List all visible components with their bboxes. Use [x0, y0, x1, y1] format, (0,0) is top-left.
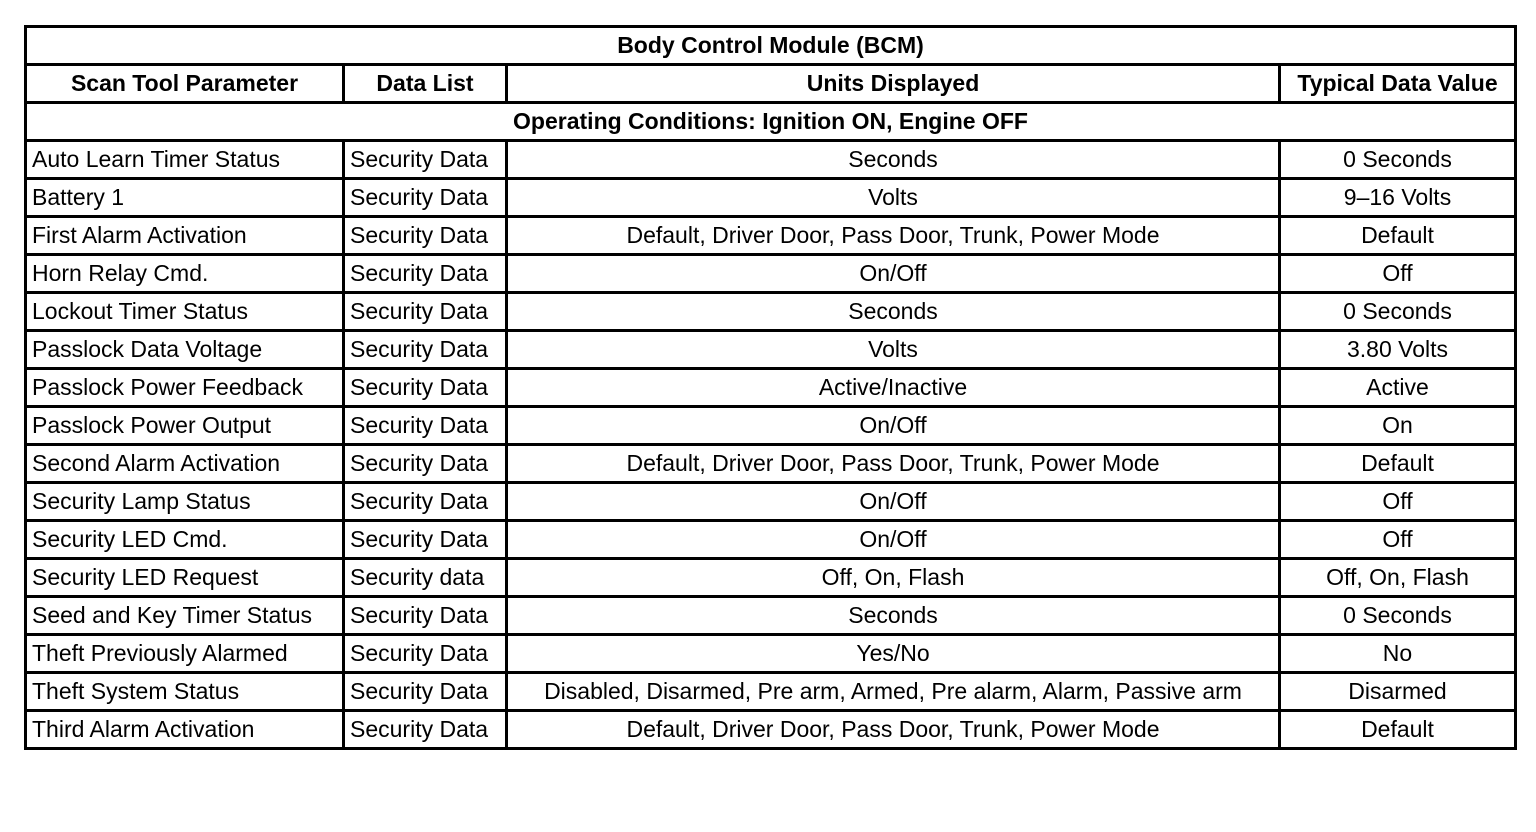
typical-value-cell: Default — [1280, 711, 1516, 749]
table-row — [26, 673, 1516, 711]
typical-value-cell: 0 Seconds — [1280, 597, 1516, 635]
units-cell: Yes/No — [507, 635, 1280, 673]
parameter-cell: Security LED Cmd. — [26, 521, 344, 559]
units-cell: On/Off — [507, 407, 1280, 445]
typical-value-cell: 9–16 Volts — [1280, 179, 1516, 217]
table-row — [26, 179, 1516, 217]
data-list-cell: Security Data — [344, 635, 507, 673]
table-row — [26, 597, 1516, 635]
header-typical-data-value: Typical Data Value — [1280, 65, 1516, 103]
parameter-cell: Battery 1 — [26, 179, 344, 217]
units-cell: On/Off — [507, 483, 1280, 521]
parameter-cell: Horn Relay Cmd. — [26, 255, 344, 293]
data-list-cell: Security Data — [344, 179, 507, 217]
table-header-row — [26, 65, 1516, 103]
data-list-cell: Security Data — [344, 407, 507, 445]
parameter-cell: Passlock Power Feedback — [26, 369, 344, 407]
typical-value-cell: Off — [1280, 255, 1516, 293]
data-list-cell: Security Data — [344, 293, 507, 331]
data-list-cell: Security Data — [344, 521, 507, 559]
table-row — [26, 141, 1516, 179]
typical-value-cell: On — [1280, 407, 1516, 445]
header-scan-tool-parameter: Scan Tool Parameter — [26, 65, 344, 103]
data-list-cell: Security Data — [344, 711, 507, 749]
table-row — [26, 445, 1516, 483]
parameter-cell: Second Alarm Activation — [26, 445, 344, 483]
parameter-cell: Theft System Status — [26, 673, 344, 711]
typical-value-cell: Default — [1280, 217, 1516, 255]
typical-value-cell: 0 Seconds — [1280, 293, 1516, 331]
typical-value-cell: Active — [1280, 369, 1516, 407]
units-cell: Volts — [507, 331, 1280, 369]
parameter-cell: First Alarm Activation — [26, 217, 344, 255]
operating-conditions-row — [26, 103, 1516, 141]
units-cell: Volts — [507, 179, 1280, 217]
typical-value-cell: Off, On, Flash — [1280, 559, 1516, 597]
table-row — [26, 293, 1516, 331]
data-list-cell: Security Data — [344, 141, 507, 179]
table-row — [26, 331, 1516, 369]
parameter-cell: Passlock Data Voltage — [26, 331, 344, 369]
parameter-cell: Theft Previously Alarmed — [26, 635, 344, 673]
data-list-cell: Security Data — [344, 369, 507, 407]
data-list-cell: Security Data — [344, 483, 507, 521]
parameter-cell: Auto Learn Timer Status — [26, 141, 344, 179]
units-cell: Default, Driver Door, Pass Door, Trunk, Power Mode — [507, 711, 1280, 749]
table-title-row — [26, 27, 1516, 65]
typical-value-cell: 0 Seconds — [1280, 141, 1516, 179]
units-cell: On/Off — [507, 521, 1280, 559]
data-list-cell: Security Data — [344, 445, 507, 483]
typical-value-cell: Default — [1280, 445, 1516, 483]
typical-value-cell: Disarmed — [1280, 673, 1516, 711]
table-row — [26, 407, 1516, 445]
table-row — [26, 483, 1516, 521]
typical-value-cell: Off — [1280, 483, 1516, 521]
data-list-cell: Security Data — [344, 331, 507, 369]
units-cell: Seconds — [507, 141, 1280, 179]
table-title: Body Control Module (BCM) — [26, 27, 1516, 65]
data-list-cell: Security Data — [344, 673, 507, 711]
parameter-cell: Security LED Request — [26, 559, 344, 597]
data-list-cell: Security Data — [344, 255, 507, 293]
data-list-cell: Security Data — [344, 597, 507, 635]
table-row — [26, 711, 1516, 749]
units-cell: Active/Inactive — [507, 369, 1280, 407]
header-units-displayed: Units Displayed — [507, 65, 1280, 103]
operating-conditions: Operating Conditions: Ignition ON, Engine OFF — [26, 103, 1516, 141]
typical-value-cell: No — [1280, 635, 1516, 673]
table-row — [26, 635, 1516, 673]
header-data-list: Data List — [344, 65, 507, 103]
table-row — [26, 559, 1516, 597]
parameter-cell: Passlock Power Output — [26, 407, 344, 445]
units-cell: Seconds — [507, 597, 1280, 635]
table-body — [26, 141, 1516, 749]
table-row — [26, 255, 1516, 293]
parameter-cell: Lockout Timer Status — [26, 293, 344, 331]
units-cell: Default, Driver Door, Pass Door, Trunk, Power Mode — [507, 445, 1280, 483]
parameter-cell: Third Alarm Activation — [26, 711, 344, 749]
units-cell: On/Off — [507, 255, 1280, 293]
data-list-cell: Security Data — [344, 217, 507, 255]
typical-value-cell: 3.80 Volts — [1280, 331, 1516, 369]
units-cell: Seconds — [507, 293, 1280, 331]
parameter-cell: Security Lamp Status — [26, 483, 344, 521]
typical-value-cell: Off — [1280, 521, 1516, 559]
units-cell: Default, Driver Door, Pass Door, Trunk, Power Mode — [507, 217, 1280, 255]
table-row — [26, 217, 1516, 255]
units-cell: Disabled, Disarmed, Pre arm, Armed, Pre alarm, Alarm, Passive arm — [507, 673, 1280, 711]
units-cell: Off, On, Flash — [507, 559, 1280, 597]
table-row — [26, 369, 1516, 407]
table-row — [26, 521, 1516, 559]
data-list-cell: Security data — [344, 559, 507, 597]
parameter-cell: Seed and Key Timer Status — [26, 597, 344, 635]
bcm-data-table — [24, 25, 1517, 750]
